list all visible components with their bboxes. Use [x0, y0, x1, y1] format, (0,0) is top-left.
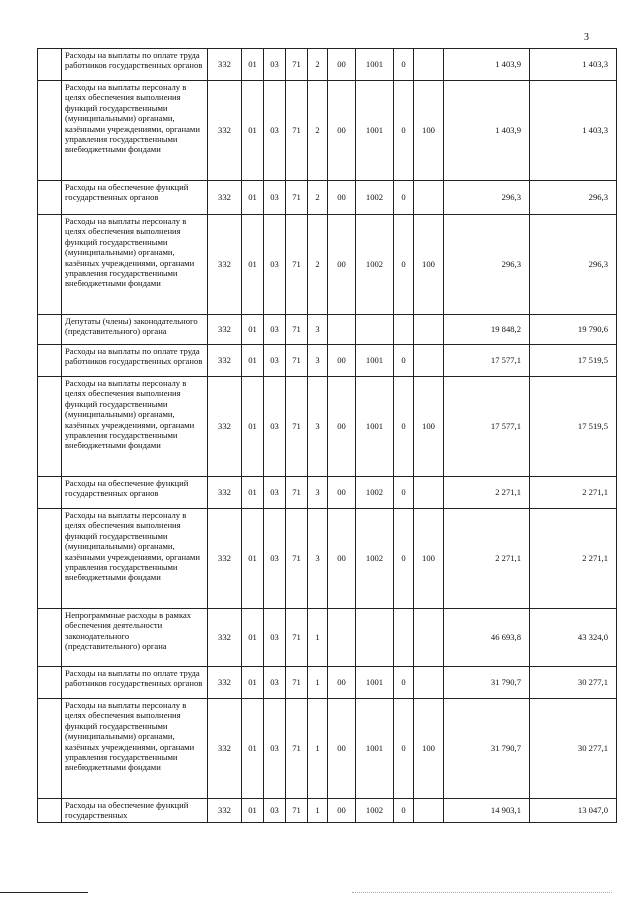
cell-ved: 332: [208, 377, 242, 477]
cell-cs1: 71: [286, 49, 308, 81]
cell-rz: 01: [242, 49, 264, 81]
expense-name: Расходы на выплаты персоналу в целях обеспечения выполнения функций государственными (муниципальными) органами, казёнными учреждениями, органами управления государственными внебюджетными фондами: [62, 509, 208, 609]
expense-name: Расходы на выплаты персоналу в целях обеспечения выполнения функций государственными (муниципальными) органами, казённых учреждениями, органами управления государственными внебюджетными фондами: [62, 699, 208, 799]
expense-name: Депутаты (члены) законодательного (представительного) органа: [62, 315, 208, 345]
cell-ved: 332: [208, 345, 242, 377]
expense-name: Расходы на обеспечение функций государственных органов: [62, 181, 208, 215]
cell-cs2: 1: [308, 699, 328, 799]
cell-ved: 332: [208, 799, 242, 823]
cell-vr: [414, 181, 444, 215]
cell-cs4: [356, 609, 394, 667]
cell-cs4: 1002: [356, 215, 394, 315]
cell-cs1: 71: [286, 799, 308, 823]
expense-name: Расходы на выплаты персоналу в целях обеспечения выполнения функций государственными (муниципальными) органами, казёнными учреждениями, органами управления государственными внебюджетными фондами: [62, 81, 208, 181]
expense-name: Расходы на выплаты по оплате труда работников государственных органов: [62, 49, 208, 81]
table-row: [38, 477, 617, 509]
cell-sum1: 1 403,9: [444, 81, 530, 181]
cell-rz: 01: [242, 699, 264, 799]
cell-rz: 01: [242, 477, 264, 509]
cell-cs1: 71: [286, 609, 308, 667]
cell-cs5: 0: [394, 49, 414, 81]
row-margin-cell: [38, 609, 62, 667]
row-margin-cell: [38, 81, 62, 181]
cell-vr: [414, 477, 444, 509]
cell-cs2: 2: [308, 81, 328, 181]
table-row: [38, 49, 617, 81]
cell-cs3: [328, 315, 356, 345]
cell-cs1: 71: [286, 81, 308, 181]
cell-cs4: 1001: [356, 81, 394, 181]
cell-vr: 100: [414, 699, 444, 799]
cell-cs5: [394, 315, 414, 345]
cell-sum2: 13 047,0: [530, 799, 617, 823]
cell-cs3: 00: [328, 667, 356, 699]
cell-pr: 03: [264, 81, 286, 181]
cell-sum2: 19 790,6: [530, 315, 617, 345]
row-margin-cell: [38, 377, 62, 477]
cell-cs2: 2: [308, 215, 328, 315]
cell-sum1: 296,3: [444, 215, 530, 315]
cell-cs4: 1001: [356, 377, 394, 477]
cell-pr: 03: [264, 799, 286, 823]
cell-cs5: 0: [394, 799, 414, 823]
cell-pr: 03: [264, 609, 286, 667]
row-margin-cell: [38, 315, 62, 345]
cell-cs4: 1002: [356, 799, 394, 823]
table-row: [38, 377, 617, 477]
cell-cs1: 71: [286, 509, 308, 609]
table-row: [38, 181, 617, 215]
cell-cs1: 71: [286, 699, 308, 799]
cell-cs2: 3: [308, 509, 328, 609]
row-margin-cell: [38, 667, 62, 699]
cell-cs1: 71: [286, 215, 308, 315]
cell-cs2: 1: [308, 667, 328, 699]
cell-cs4: 1001: [356, 49, 394, 81]
cell-sum2: 43 324,0: [530, 609, 617, 667]
cell-sum2: 17 519,5: [530, 377, 617, 477]
cell-cs2: 3: [308, 377, 328, 477]
cell-rz: 01: [242, 345, 264, 377]
cell-cs2: 1: [308, 799, 328, 823]
cell-vr: [414, 667, 444, 699]
cell-pr: 03: [264, 345, 286, 377]
cell-ved: 332: [208, 215, 242, 315]
cell-sum1: 296,3: [444, 181, 530, 215]
cell-vr: 100: [414, 215, 444, 315]
cell-rz: 01: [242, 799, 264, 823]
cell-sum1: 19 848,2: [444, 315, 530, 345]
cell-cs2: 1: [308, 609, 328, 667]
cell-pr: 03: [264, 509, 286, 609]
cell-sum1: 17 577,1: [444, 377, 530, 477]
table-row: [38, 315, 617, 345]
cell-pr: 03: [264, 215, 286, 315]
expense-name: Расходы на выплаты персоналу в целях обеспечения выполнения функций государственными (муниципальными) органами, казённых учреждениями, органами управления государственными внебюджетными фондами: [62, 377, 208, 477]
cell-sum1: 1 403,9: [444, 49, 530, 81]
cell-vr: 100: [414, 377, 444, 477]
cell-cs2: 2: [308, 49, 328, 81]
cell-sum1: 17 577,1: [444, 345, 530, 377]
cell-cs5: 0: [394, 699, 414, 799]
row-margin-cell: [38, 215, 62, 315]
cell-cs4: 1001: [356, 345, 394, 377]
cell-pr: 03: [264, 377, 286, 477]
page-number: 3: [584, 32, 589, 43]
cell-sum2: 2 271,1: [530, 509, 617, 609]
cell-cs3: 00: [328, 81, 356, 181]
cell-ved: 332: [208, 49, 242, 81]
cell-pr: 03: [264, 667, 286, 699]
cell-cs3: 00: [328, 49, 356, 81]
cell-sum2: 17 519,5: [530, 345, 617, 377]
row-margin-cell: [38, 699, 62, 799]
cell-cs5: 0: [394, 509, 414, 609]
cell-rz: 01: [242, 215, 264, 315]
cell-cs4: 1002: [356, 509, 394, 609]
cell-cs3: 00: [328, 215, 356, 315]
cell-cs1: 71: [286, 181, 308, 215]
cell-sum2: 1 403,3: [530, 81, 617, 181]
cell-ved: 332: [208, 181, 242, 215]
cell-pr: 03: [264, 699, 286, 799]
cell-cs3: 00: [328, 799, 356, 823]
cell-cs3: 00: [328, 377, 356, 477]
row-margin-cell: [38, 477, 62, 509]
cell-cs1: 71: [286, 477, 308, 509]
cell-rz: 01: [242, 609, 264, 667]
footer-scan-noise: [352, 892, 612, 893]
row-margin-cell: [38, 799, 62, 823]
cell-cs5: 0: [394, 345, 414, 377]
cell-sum2: 1 403,3: [530, 49, 617, 81]
cell-cs4: 1002: [356, 181, 394, 215]
cell-cs5: 0: [394, 81, 414, 181]
cell-cs2: 3: [308, 345, 328, 377]
cell-rz: 01: [242, 181, 264, 215]
cell-cs2: 3: [308, 315, 328, 345]
cell-cs3: 00: [328, 345, 356, 377]
cell-rz: 01: [242, 81, 264, 181]
table-row: [38, 509, 617, 609]
cell-sum1: 31 790,7: [444, 699, 530, 799]
cell-cs5: 0: [394, 377, 414, 477]
cell-cs5: 0: [394, 477, 414, 509]
cell-cs4: 1002: [356, 477, 394, 509]
cell-rz: 01: [242, 509, 264, 609]
cell-ved: 332: [208, 81, 242, 181]
table-row: [38, 667, 617, 699]
cell-cs3: 00: [328, 477, 356, 509]
cell-cs1: 71: [286, 377, 308, 477]
cell-rz: 01: [242, 315, 264, 345]
cell-rz: 01: [242, 667, 264, 699]
cell-cs5: 0: [394, 215, 414, 315]
table-row: [38, 699, 617, 799]
cell-cs5: 0: [394, 181, 414, 215]
cell-cs3: 00: [328, 699, 356, 799]
cell-ved: 332: [208, 315, 242, 345]
expense-name: Расходы на выплаты персоналу в целях обеспечения выполнения функций государственными (муниципальными) органами, казённых учреждениями, органами управления государственными внебюджетными фондами: [62, 215, 208, 315]
cell-vr: [414, 49, 444, 81]
row-margin-cell: [38, 181, 62, 215]
cell-sum1: 2 271,1: [444, 477, 530, 509]
cell-vr: 100: [414, 509, 444, 609]
cell-ved: 332: [208, 667, 242, 699]
cell-cs4: 1001: [356, 699, 394, 799]
row-margin-cell: [38, 509, 62, 609]
cell-sum2: 296,3: [530, 181, 617, 215]
table-row: [38, 345, 617, 377]
cell-cs4: [356, 315, 394, 345]
cell-cs3: [328, 609, 356, 667]
cell-sum2: 296,3: [530, 215, 617, 315]
table-row: [38, 799, 617, 823]
cell-pr: 03: [264, 49, 286, 81]
table-row: [38, 81, 617, 181]
cell-ved: 332: [208, 609, 242, 667]
expense-name: Расходы на обеспечение функций государственных: [62, 799, 208, 823]
cell-cs1: 71: [286, 345, 308, 377]
expense-name: Расходы на выплаты по оплате труда работников государственных органов: [62, 667, 208, 699]
footer-rule: [0, 892, 88, 893]
cell-cs2: 3: [308, 477, 328, 509]
cell-sum1: 2 271,1: [444, 509, 530, 609]
expense-name: Непрограммные расходы в рамках обеспечения деятельности законодательного (представительного) органа: [62, 609, 208, 667]
table-row: [38, 609, 617, 667]
cell-ved: 332: [208, 477, 242, 509]
row-margin-cell: [38, 345, 62, 377]
cell-pr: 03: [264, 477, 286, 509]
cell-cs1: 71: [286, 315, 308, 345]
cell-sum1: 46 693,8: [444, 609, 530, 667]
cell-pr: 03: [264, 315, 286, 345]
cell-cs1: 71: [286, 667, 308, 699]
cell-cs3: 00: [328, 181, 356, 215]
cell-vr: [414, 315, 444, 345]
cell-pr: 03: [264, 181, 286, 215]
table-row: [38, 215, 617, 315]
cell-rz: 01: [242, 377, 264, 477]
cell-vr: [414, 609, 444, 667]
cell-vr: 100: [414, 81, 444, 181]
expense-name: Расходы на выплаты по оплате труда работников государственных органов: [62, 345, 208, 377]
cell-vr: [414, 799, 444, 823]
cell-sum2: 2 271,1: [530, 477, 617, 509]
cell-ved: 332: [208, 509, 242, 609]
cell-vr: [414, 345, 444, 377]
row-margin-cell: [38, 49, 62, 81]
cell-cs3: 00: [328, 509, 356, 609]
cell-sum2: 30 277,1: [530, 667, 617, 699]
budget-table: [37, 48, 617, 823]
cell-cs4: 1001: [356, 667, 394, 699]
expense-name: Расходы на обеспечение функций государственных органов: [62, 477, 208, 509]
cell-ved: 332: [208, 699, 242, 799]
cell-cs2: 2: [308, 181, 328, 215]
cell-sum1: 14 903,1: [444, 799, 530, 823]
cell-cs5: 0: [394, 667, 414, 699]
cell-sum1: 31 790,7: [444, 667, 530, 699]
cell-sum2: 30 277,1: [530, 699, 617, 799]
cell-cs5: [394, 609, 414, 667]
